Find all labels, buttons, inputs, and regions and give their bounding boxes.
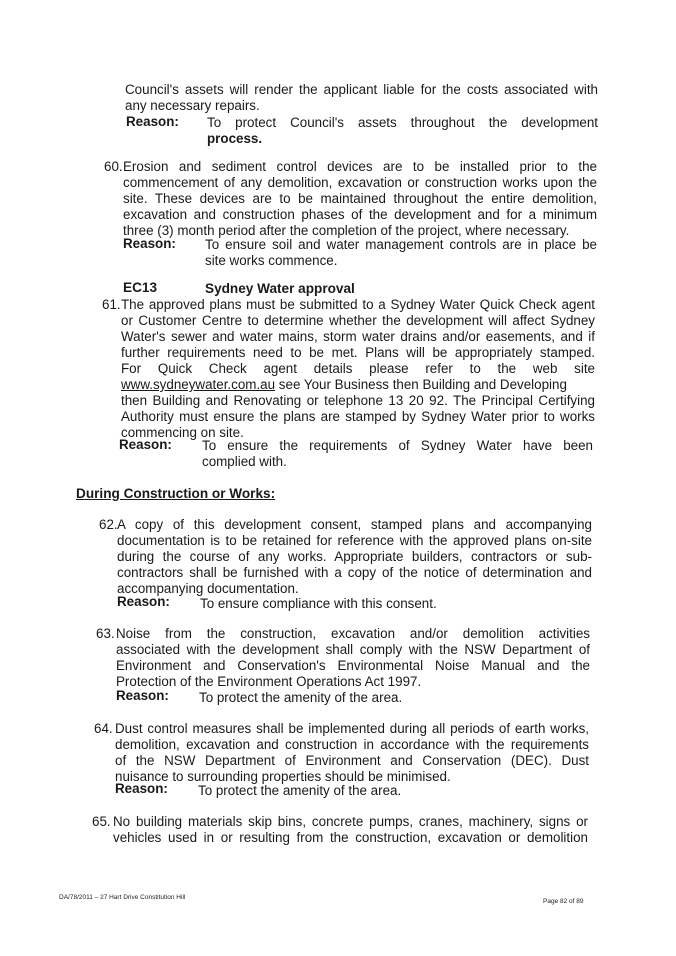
reason-label: Reason: bbox=[117, 594, 170, 609]
reason-label: Reason: bbox=[116, 688, 169, 703]
reason-text: To ensure the requirements of Sydney Water have been bbox=[202, 438, 593, 453]
condition-61-line: or Customer Centre to determine whether the development will affect Sydney bbox=[121, 313, 595, 328]
condition-62-line: contractors shall be furnished with a copy of the notice of determination and bbox=[117, 565, 592, 580]
condition-number: 61. bbox=[102, 297, 121, 312]
condition-62-line: documentation is to be retained for reference with the approved plans on-site bbox=[117, 533, 592, 548]
reason-text: site works commence. bbox=[205, 253, 338, 268]
condition-60-line: commencement of any demolition, excavation or construction works upon the bbox=[123, 175, 597, 190]
condition-63-line: Protection of the Environment Operations Act 1997. bbox=[116, 674, 422, 689]
reason-text: To protect Council's assets throughout the development bbox=[207, 115, 598, 130]
condition-number: 62. bbox=[99, 517, 118, 532]
reason-text: To protect the amenity of the area. bbox=[198, 783, 402, 798]
condition-60-line: three (3) month period after the completion of the project, where necessary. bbox=[123, 223, 570, 238]
reason-label: Reason: bbox=[123, 236, 176, 251]
condition-61-line: then Building and Renovating or telephone 13 20 92. The Principal Certifying bbox=[121, 393, 595, 408]
condition-title: Sydney Water approval bbox=[205, 281, 355, 296]
continuation-line-1: Council's assets will render the applicant liable for the costs associated with bbox=[125, 82, 598, 97]
condition-63-line: Noise from the construction, excavation and/or demolition activities bbox=[116, 626, 590, 641]
condition-60-line: site. These devices are to be maintained throughout the entire demolition, bbox=[123, 191, 597, 206]
condition-number: 64. bbox=[94, 721, 113, 736]
reason-text: To ensure compliance with this consent. bbox=[200, 596, 437, 611]
condition-62-line: A copy of this development consent, stamped plans and accompanying bbox=[117, 517, 592, 532]
condition-number: 60. bbox=[104, 159, 123, 174]
condition-60-line: Erosion and sediment control devices are to be installed prior to the bbox=[123, 159, 597, 174]
condition-number: 63. bbox=[96, 626, 115, 641]
reason-text: To protect the amenity of the area. bbox=[199, 690, 403, 705]
page-number: Page 82 of 89 bbox=[543, 898, 584, 905]
condition-61-line: commencing on site. bbox=[121, 425, 244, 440]
condition-64-line: of the NSW Department of Environment and Conservation (DEC). Dust bbox=[115, 753, 589, 768]
condition-63-line: associated with the development shall comply with the NSW Department of bbox=[116, 642, 590, 657]
reason-text: To ensure soil and water management controls are in place be bbox=[205, 237, 597, 252]
reason-text: complied with. bbox=[202, 454, 287, 469]
condition-62-line: accompanying documentation. bbox=[117, 581, 299, 596]
condition-61-line: The approved plans must be submitted to a Sydney Water Quick Check agent bbox=[121, 297, 595, 312]
condition-code: EC13 bbox=[123, 280, 158, 295]
condition-61-line: further requirements need to be met. Plans will be appropriately stamped. bbox=[121, 345, 595, 360]
condition-64-line: Dust control measures shall be implemented during all periods of earth works, bbox=[115, 721, 589, 736]
condition-64-line: nuisance to surrounding properties should be minimised. bbox=[115, 769, 451, 784]
condition-61-line: Authority must ensure the plans are stamped by Sydney Water prior to works bbox=[121, 409, 595, 424]
condition-number: 65. bbox=[92, 814, 111, 829]
condition-61-line: Water's sewer and water mains, storm water drains and/or easements, and if bbox=[121, 329, 595, 344]
footer-reference: DA/78/2011 – 27 Hart Drive Constitution Hill bbox=[59, 894, 186, 901]
condition-65-line: vehicles used in or resulting from the construction, excavation or demolition bbox=[113, 830, 588, 845]
link-line-rest: see Your Business then Building and Developing bbox=[278, 377, 567, 392]
condition-61-line: For Quick Check agent details please refer to the web site bbox=[121, 361, 595, 376]
condition-60-line: excavation and construction phases of the development and for a minimum bbox=[123, 207, 597, 222]
condition-61-link-line bbox=[121, 377, 567, 393]
condition-63-line: Environment and Conservation's Environmental Noise Manual and the bbox=[116, 658, 590, 673]
section-heading: During Construction or Works: bbox=[76, 486, 276, 501]
continuation-line-2: any necessary repairs. bbox=[125, 98, 260, 113]
condition-62-line: during the course of any works. Appropriate builders, contractors or sub- bbox=[117, 549, 592, 564]
reason-label: Reason: bbox=[115, 781, 168, 796]
condition-64-line: demolition, excavation and construction in accordance with the requirements bbox=[115, 737, 589, 752]
reason-label: Reason: bbox=[126, 114, 179, 129]
reason-text: process. bbox=[207, 131, 263, 146]
reason-label: Reason: bbox=[119, 437, 172, 452]
condition-65-line: No building materials skip bins, concrete pumps, cranes, machinery, signs or bbox=[113, 814, 588, 829]
sydney-water-link[interactable]: www.sydneywater.com.au bbox=[121, 377, 276, 392]
